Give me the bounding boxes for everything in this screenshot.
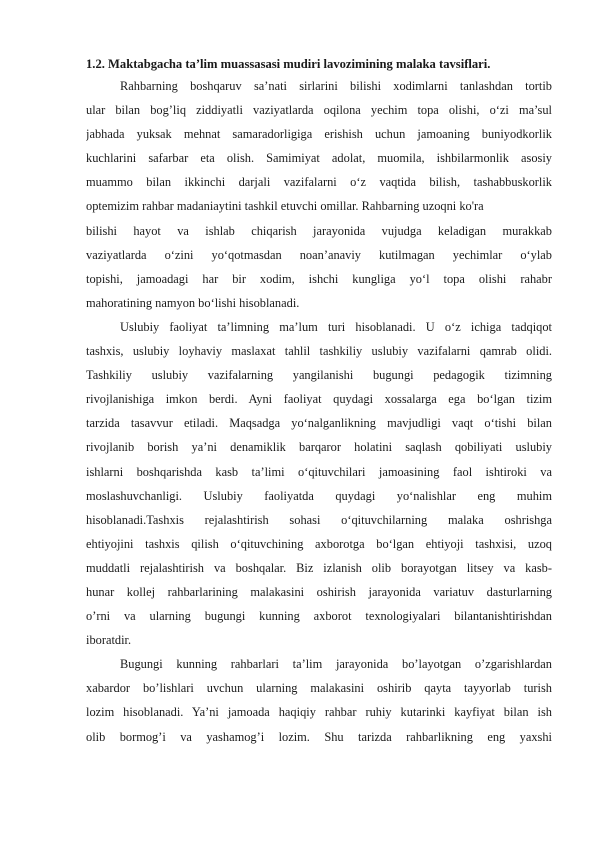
text-line: rivojlanishiga imkon berdi. Ayni faoliyat quydagi xossalarga ega bo‘lgan tizim	[86, 392, 552, 407]
body-text	[86, 78, 552, 753]
document-page	[86, 56, 552, 753]
text-line: rivojlanib borish ya’ni denamiklik barqaror holatini saqlash qobiliyati uslubiy	[86, 440, 552, 455]
text-line: hisoblanadi.Tashxis rejalashtirish sohasi o‘qituvchilarning malaka oshrishga	[86, 512, 552, 527]
text-line: hunar kollej rahbarlarining malakasini oshirish jarayonida variatuv dasturlarning	[86, 584, 552, 599]
text-line: ishlarni boshqarishda kasb ta’limi o‘qituvchilari jamoasining faol ishtiroki va	[86, 464, 552, 479]
text-line: ular bilan bog’liq ziddiyatli vaziyatlarda oqilona yechim topa olishi, o‘zi ma’sul	[86, 103, 552, 118]
text-line: lozim hisoblanadi. Ya’ni jamoada haqiqiy rahbar ruhiy kutarinki kayfiyat bilan ish	[86, 705, 552, 720]
text-line: tashxis, uslubiy loyhaviy maslaxat tahlil tashkiliy uslubiy vazifalarni qamrab olidi.	[86, 344, 552, 359]
text-line: moslashuvchanligi. Uslubiy faoliyatda quydagi yo‘nalishlar eng muhim	[86, 488, 552, 503]
text-line: xabardor bo’lishlari uvchun ularning malakasini oshirib qayta tayyorlab turish	[86, 681, 552, 696]
text-line: bilishi hayot va ishlab chiqarish jarayonida vujudga keladigan murakkab	[86, 223, 552, 238]
text-line: kuchlarini safarbar eta olish. Samimiyat adolat, muomila, ishbilarmonlik asosiy	[86, 151, 552, 166]
text-line: jabhada yuksak mehnat samaradorligiga erishish uchun jamoaning buniyodkorlik	[86, 127, 552, 142]
text-line: muammo bilan ikkinchi darjali vazifalarni o‘z vaqtida bilish, tashabbuskorlik	[86, 175, 552, 190]
text-line: Uslubiy faoliyat ta’limning ma’lum turi hisoblanadi. U o‘z ichiga tadqiqot	[120, 319, 552, 334]
text-line: muddatli rejalashtirish va boshqalar. Biz izlanish olib borayotgan litsey va kasb-	[86, 560, 552, 575]
text-line: mahoratining namyon bo‘lishi hisoblanadi.	[86, 295, 300, 310]
text-line: tarzida tasavvur etiladi. Maqsadga yo‘nalganlikning mavjudligi vaqt o‘tishi bilan	[86, 416, 552, 431]
text-line: vaziyatlarda o‘zini yo‘qotmasdan noan’anaviy kutilmagan yechimlar o‘ylab	[86, 247, 552, 262]
text-line: Rahbarning boshqaruv sa’nati sirlarini bilishi xodimlarni tanlashdan tortib	[120, 79, 552, 93]
text-line: Tashkiliy uslubiy vazifalarning yangilanishi bugungi pedagogik tizimning	[86, 368, 552, 383]
text-line: ehtiyojini tashxis qilish o‘qituvchining axborotga bo‘lgan ehtiyoji tashxisi, uzoq	[86, 536, 552, 551]
text-line: Bugungi kunning rahbarlari ta’lim jarayonida bo’layotgan o’zgarishlardan	[120, 657, 552, 672]
text-line: iboratdir.	[86, 633, 132, 648]
section-heading: 1.2. Maktabgacha ta’lim muassasasi mudiri lavozimining malaka tavsiflari.	[86, 57, 491, 71]
text-line: optemizim rahbar madaniaytini tashkil etuvchi omillar. Rahbarning uzoqni ko'ra	[86, 199, 484, 214]
text-line: o’rni va ularning bugungi kunning axborot texnologiyalari bilantanishtirishdan	[86, 609, 552, 624]
text-line: topishi, jamoadagi har bir xodim, ishchi kungliga yo‘l topa olishi rahabr	[86, 271, 552, 286]
text-line: olib bormog’i va yashamog’i lozim. Shu tarizda rahbarlikning eng yaxshi	[86, 729, 552, 744]
